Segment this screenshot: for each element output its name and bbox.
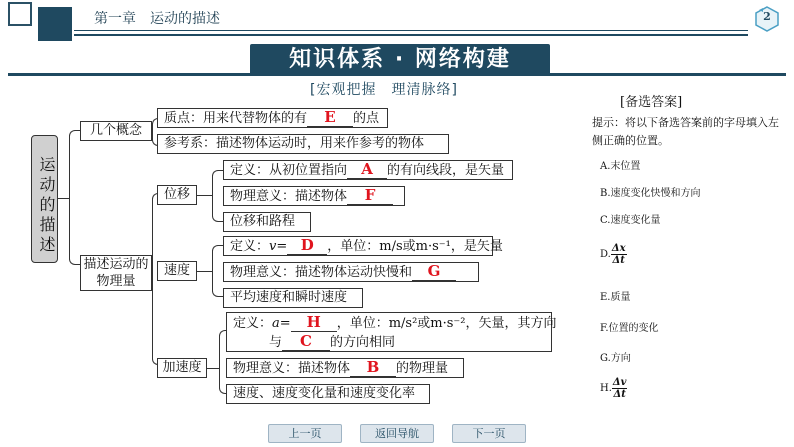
next-page-button[interactable]: 下一页 <box>452 424 526 443</box>
node-displacement: 位移 <box>157 185 197 205</box>
header-rule <box>74 30 748 31</box>
page-number: 2 <box>763 10 771 23</box>
answer-a: A <box>347 161 387 179</box>
back-to-nav-button[interactable]: 返回导航 <box>360 424 434 443</box>
options-title: [备选答案] <box>620 95 683 110</box>
root-bracket <box>69 130 81 265</box>
chapter-title: 第一章 运动的描述 <box>94 11 220 27</box>
prev-page-button[interactable]: 上一页 <box>268 424 342 443</box>
group-concepts: 几个概念 <box>80 121 152 141</box>
displacement-vs-distance: 位移和路程 <box>223 212 311 232</box>
option-d: D. $\frac{\Delta x}{\Delta t}$ <box>600 243 626 266</box>
node-velocity: 速度 <box>157 261 197 281</box>
option-c: C.速度变化量 <box>600 215 661 226</box>
option-a: A.末位置 <box>600 161 641 172</box>
average-vs-instant-velocity: 平均速度和瞬时速度 <box>223 288 363 308</box>
displacement-meaning: 物理意义：描述物体 F <box>223 186 405 206</box>
concept-particle: 质点：用来代替物体的有 E 的点 <box>157 108 388 128</box>
banner-wing-right <box>548 73 786 76</box>
header-decor-square-filled <box>38 7 72 41</box>
answer-f: F <box>347 187 393 205</box>
option-f: F.位置的变化 <box>600 323 659 334</box>
banner-wing-left <box>8 73 252 76</box>
acceleration-connector <box>207 368 219 369</box>
displacement-definition: 定义：从初位置指向 A 的有向线段，是矢量 <box>223 160 513 180</box>
option-e: E.质量 <box>600 292 631 303</box>
root-connector <box>58 198 69 199</box>
concept-reference-frame: 参考系：描述物体运动时，用来作参考的物体 <box>157 134 449 154</box>
node-acceleration: 加速度 <box>157 358 207 378</box>
answer-e: E <box>307 109 353 127</box>
answer-d: D <box>287 237 327 255</box>
option-h: H. $\frac{\Delta v}{\Delta t}$ <box>600 377 627 400</box>
answer-h: H <box>291 314 337 332</box>
section-banner: 知识体系 · 网络构建 <box>250 44 550 76</box>
section-subtitle: [宏观把握 理清脉络] <box>310 82 458 98</box>
header-decor-square-outline <box>8 2 32 26</box>
velocity-definition: 定义：v= D ，单位：m/s或m·s⁻¹，是矢量 <box>223 236 493 256</box>
answer-g: G <box>412 263 456 281</box>
option-b: B.速度变化快慢和方向 <box>600 188 701 199</box>
options-hint: 提示：将以下备选答案前的字母填入左侧正确的位置。 <box>592 116 779 147</box>
acceleration-definition: 定义：a= H ，单位：m/s²或m·s⁻²，矢量，其方向 与 C 的方向相同 <box>226 312 552 352</box>
header-rule-thick <box>74 34 748 36</box>
answer-b: B <box>350 359 396 377</box>
velocity-connector <box>197 271 212 272</box>
acceleration-meaning: 物理意义：描述物体 B 的物理量 <box>226 358 464 378</box>
option-g: G.方向 <box>600 353 631 364</box>
velocity-change-rate: 速度、速度变化量和速度变化率 <box>226 384 430 404</box>
displacement-connector <box>197 195 212 196</box>
map-root: 运动的描述 <box>31 135 58 263</box>
group-quantities: 描述运动的物理量 <box>80 255 152 291</box>
velocity-meaning: 物理意义：描述物体运动快慢和 G <box>223 262 479 282</box>
answer-c: C <box>282 333 330 351</box>
